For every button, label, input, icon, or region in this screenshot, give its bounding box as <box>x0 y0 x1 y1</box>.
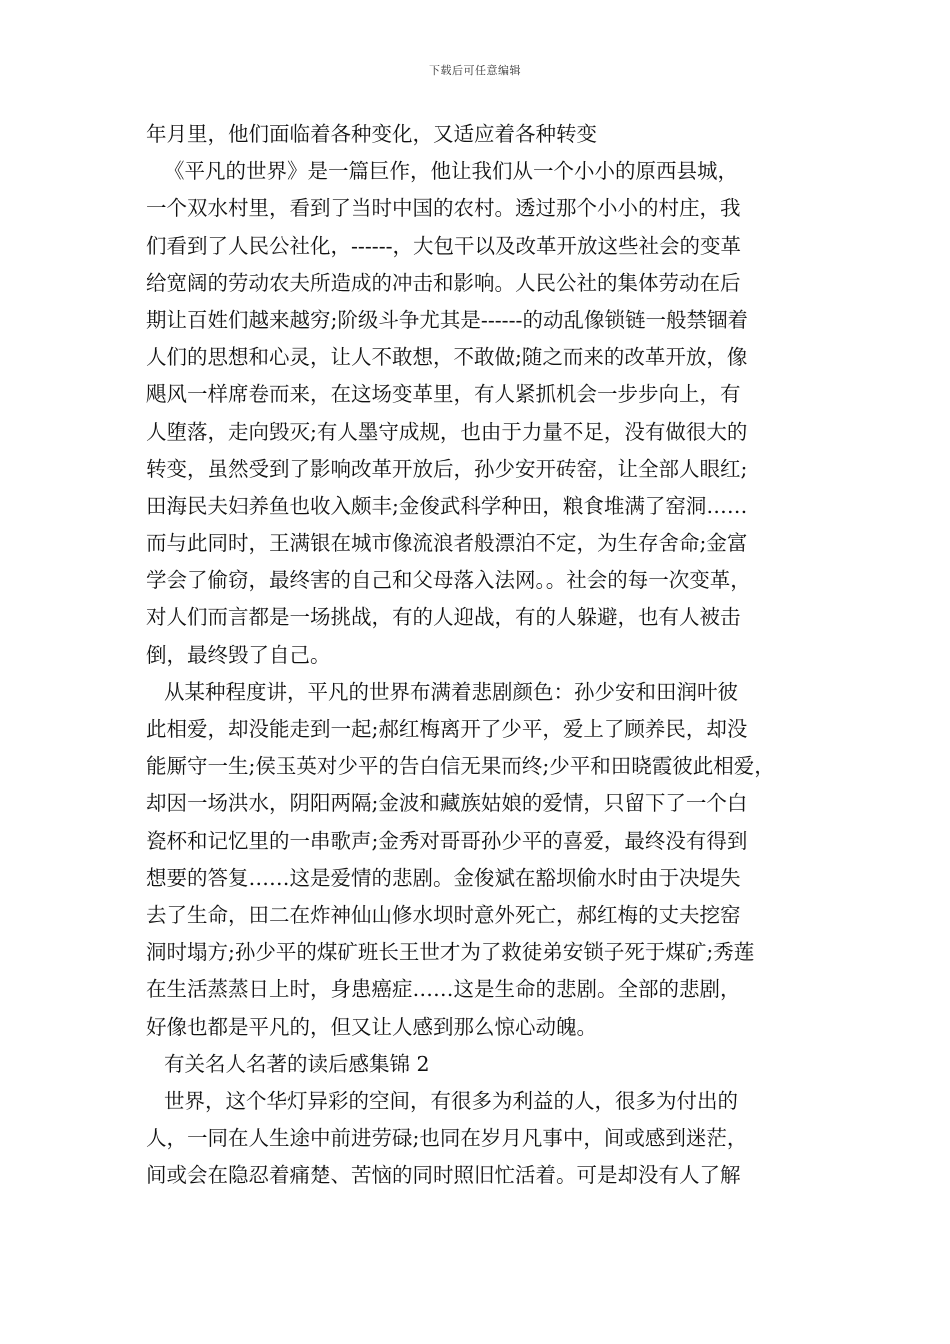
section-heading: 有关名人名著的读后感集锦 2 <box>164 1051 430 1076</box>
text-line: 间或会在隐忍着痛楚、苦恼的同时照旧忙活着。可是却没有人了解 <box>146 1163 741 1188</box>
document-body <box>146 116 806 1194</box>
text-line: 倒，最终毁了自己。 <box>146 642 331 667</box>
text-line: 却因一场洪水，阴阳两隔;金波和藏族姑娘的爱情，只留下了一个白 <box>146 791 748 816</box>
page-header: 下载后可任意编辑 <box>429 64 521 77</box>
text-line: 能厮守一生;侯玉英对少平的告白信无果而终;少平和田晓霞彼此相爱， <box>146 754 775 779</box>
text-line: 在生活蒸蒸日上时，身患癌症……这是生命的悲剧。全部的悲剧， <box>146 977 741 1002</box>
text-line: 给宽阔的劳动农夫所造成的冲击和影响。人民公社的集体劳动在后 <box>146 270 741 295</box>
text-line: 转变，虽然受到了影响改革开放后，孙少安开砖窑，让全部人眼红; <box>146 456 748 481</box>
text-line: 们看到了人民公社化，------，大包干以及改革开放这些社会的变革 <box>146 233 742 258</box>
text-line: 而与此同时，王满银在城市像流浪者般漂泊不定，为生存舍命;金富 <box>146 531 748 556</box>
text-line: 此相爱，却没能走到一起;郝红梅离开了少平，爱上了顾养民，却没 <box>146 717 748 741</box>
text-line: 飓风一样席卷而来，在这场变革里，有人紧抓机会一步步向上，有 <box>146 382 741 407</box>
text-line: 田海民夫妇养鱼也收入颇丰;金俊武科学种田，粮食堆满了窑洞…… <box>146 493 748 518</box>
text-line: 瓷杯和记忆里的一串歌声;金秀对哥哥孙少平的喜爱，最终没有得到 <box>146 828 748 853</box>
text-line: 想要的答复……这是爱情的悲剧。金俊斌在豁坝偷水时由于决堤失 <box>146 865 741 890</box>
text-line: 学会了偷窃，最终害的自己和父母落入法网。。社会的每一次变革， <box>146 568 751 593</box>
text-line: 洞时塌方;孙少平的煤矿班长王世才为了救徒弟安锁子死于煤矿;秀莲 <box>146 940 755 965</box>
paragraph-start-line: 《平凡的世界》是一篇巨作，他让我们从一个小小的原西县城， <box>164 159 738 184</box>
text-line: 一个双水村里，看到了当时中国的农村。透过那个小小的村庄，我 <box>146 196 741 221</box>
text-line: 人，一同在人生途中前进劳碌;也同在岁月凡事中，间或感到迷茫， <box>146 1126 748 1151</box>
text-line: 去了生命，田二在炸神仙山修水坝时意外死亡，郝红梅的丈夫挖窑 <box>146 902 741 927</box>
text-line: 人堕落，走向毁灭;有人墨守成规，也由于力量不足，没有做很大的 <box>146 419 748 444</box>
text-line: 期让百姓们越来越穷;阶级斗争尤其是------的动乱像锁链一般禁锢着 <box>146 307 748 332</box>
paragraph-start-line: 从某种程度讲，平凡的世界布满着悲剧颜色：孙少安和田润叶彼 <box>164 679 738 704</box>
text-line: 年月里，他们面临着各种变化，又适应着各种转变 <box>146 122 597 146</box>
text-line: 好像也都是平凡的，但又让人感到那么惊心动魄。 <box>146 1014 597 1039</box>
text-line: 对人们而言都是一场挑战，有的人迎战，有的人躲避，也有人被击 <box>146 605 741 630</box>
text-line: 人们的思想和心灵，让人不敢想，不敢做;随之而来的改革开放，像 <box>146 345 748 370</box>
paragraph-start-line: 世界，这个华灯异彩的空间，有很多为利益的人，很多为付出的 <box>164 1088 738 1113</box>
